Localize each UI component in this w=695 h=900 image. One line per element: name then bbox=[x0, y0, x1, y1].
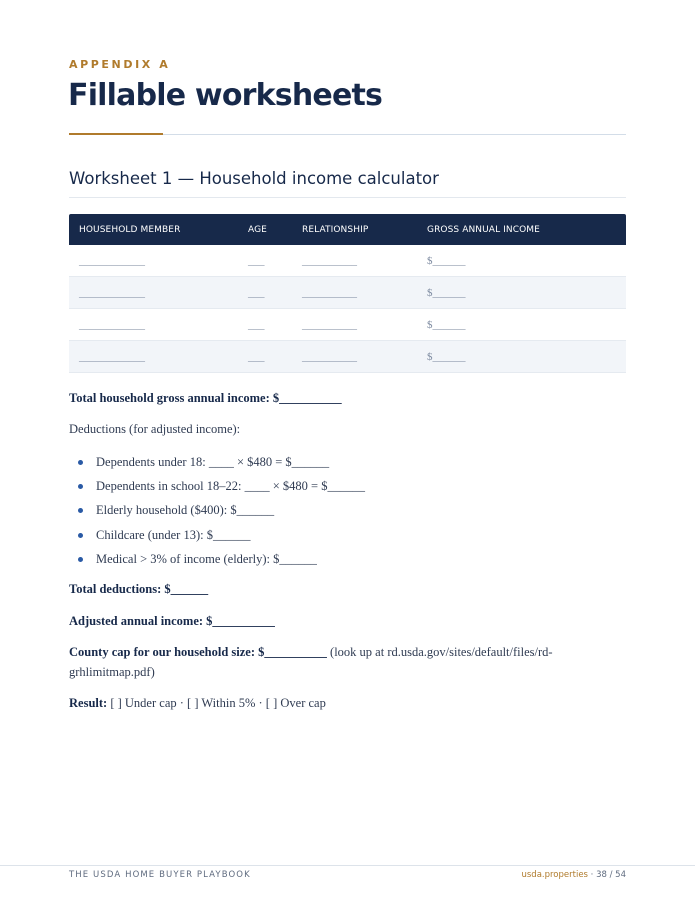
page-number: · 38 / 54 bbox=[587, 870, 626, 880]
deduction-text: Dependents in school 18–22: ____ × $480 = $______ bbox=[96, 478, 365, 493]
table-row bbox=[69, 341, 626, 373]
table-header bbox=[69, 214, 626, 245]
worksheet-heading-divider bbox=[69, 197, 626, 198]
bullet-dot-icon bbox=[78, 460, 83, 465]
column-header-relationship: RELATIONSHIP bbox=[302, 224, 369, 235]
list-item bbox=[78, 547, 365, 571]
age-field[interactable]: ___ bbox=[248, 350, 265, 363]
income-field[interactable]: $______ bbox=[427, 286, 466, 299]
column-header-household-member: HOUSEHOLD MEMBER bbox=[79, 224, 181, 235]
county-cap-note-continued: grhlimitmap.pdf) bbox=[69, 665, 155, 679]
footer-page-info bbox=[521, 870, 626, 880]
total-income-label: Total household gross annual income: $__________ bbox=[69, 391, 342, 405]
title-accent-rule bbox=[69, 133, 163, 135]
deduction-text: Medical > 3% of income (elderly): $______ bbox=[96, 551, 317, 566]
column-header-gross-annual-income: GROSS ANNUAL INCOME bbox=[427, 224, 540, 235]
bullet-dot-icon bbox=[78, 508, 83, 513]
member-field[interactable]: ____________ bbox=[79, 286, 145, 299]
income-field[interactable]: $______ bbox=[427, 350, 466, 363]
adjusted-income-line bbox=[69, 614, 275, 629]
bullet-dot-icon bbox=[78, 533, 83, 538]
footer-book-title: THE USDA HOME BUYER PLAYBOOK bbox=[69, 870, 251, 880]
adjusted-income-label: Adjusted annual income: $__________ bbox=[69, 614, 275, 628]
table-row bbox=[69, 245, 626, 277]
deduction-text: Childcare (under 13): $______ bbox=[96, 527, 251, 542]
table-row bbox=[69, 277, 626, 309]
county-cap-line bbox=[69, 645, 553, 660]
footer-brand-link[interactable]: usda.properties bbox=[521, 870, 588, 880]
result-options: [ ] Under cap · [ ] Within 5% · [ ] Over cap bbox=[107, 696, 326, 710]
list-item bbox=[78, 499, 365, 523]
list-item bbox=[78, 450, 365, 474]
total-income-line bbox=[69, 391, 342, 406]
member-field[interactable]: ____________ bbox=[79, 350, 145, 363]
relationship-field[interactable]: __________ bbox=[302, 318, 357, 331]
total-deductions-line bbox=[69, 582, 208, 597]
list-item bbox=[78, 474, 365, 498]
total-deductions-label: Total deductions: $______ bbox=[69, 582, 209, 596]
county-cap-label: County cap for our household size: $__________ bbox=[69, 645, 327, 659]
county-cap-note: (look up at rd.usda.gov/sites/default/files/rd- bbox=[326, 645, 553, 659]
bullet-dot-icon bbox=[78, 484, 83, 489]
relationship-field[interactable]: __________ bbox=[302, 350, 357, 363]
footer-divider bbox=[0, 865, 695, 866]
page-title: Fillable worksheets bbox=[68, 78, 383, 113]
deductions-intro: Deductions (for adjusted income): bbox=[69, 422, 241, 436]
table-row bbox=[69, 309, 626, 341]
bullet-dot-icon bbox=[78, 557, 83, 562]
age-field[interactable]: ___ bbox=[248, 286, 265, 299]
column-header-age: AGE bbox=[248, 224, 267, 235]
member-field[interactable]: ____________ bbox=[79, 254, 145, 267]
result-line bbox=[69, 696, 326, 711]
title-divider bbox=[163, 134, 626, 135]
age-field[interactable]: ___ bbox=[248, 318, 265, 331]
result-label: Result: bbox=[69, 696, 108, 710]
income-field[interactable]: $______ bbox=[427, 318, 466, 331]
appendix-label: APPENDIX A bbox=[69, 58, 171, 71]
worksheet-heading: Worksheet 1 — Household income calculator bbox=[69, 169, 439, 188]
relationship-field[interactable]: __________ bbox=[302, 286, 357, 299]
member-field[interactable]: ____________ bbox=[79, 318, 145, 331]
age-field[interactable]: ___ bbox=[248, 254, 265, 267]
list-item bbox=[78, 523, 365, 547]
income-field[interactable]: $______ bbox=[427, 254, 466, 267]
deduction-text: Dependents under 18: ____ × $480 = $______ bbox=[96, 454, 330, 469]
deduction-text: Elderly household ($400): $______ bbox=[96, 503, 275, 518]
deductions-list bbox=[78, 450, 365, 571]
relationship-field[interactable]: __________ bbox=[302, 254, 357, 267]
household-income-table bbox=[69, 214, 626, 373]
